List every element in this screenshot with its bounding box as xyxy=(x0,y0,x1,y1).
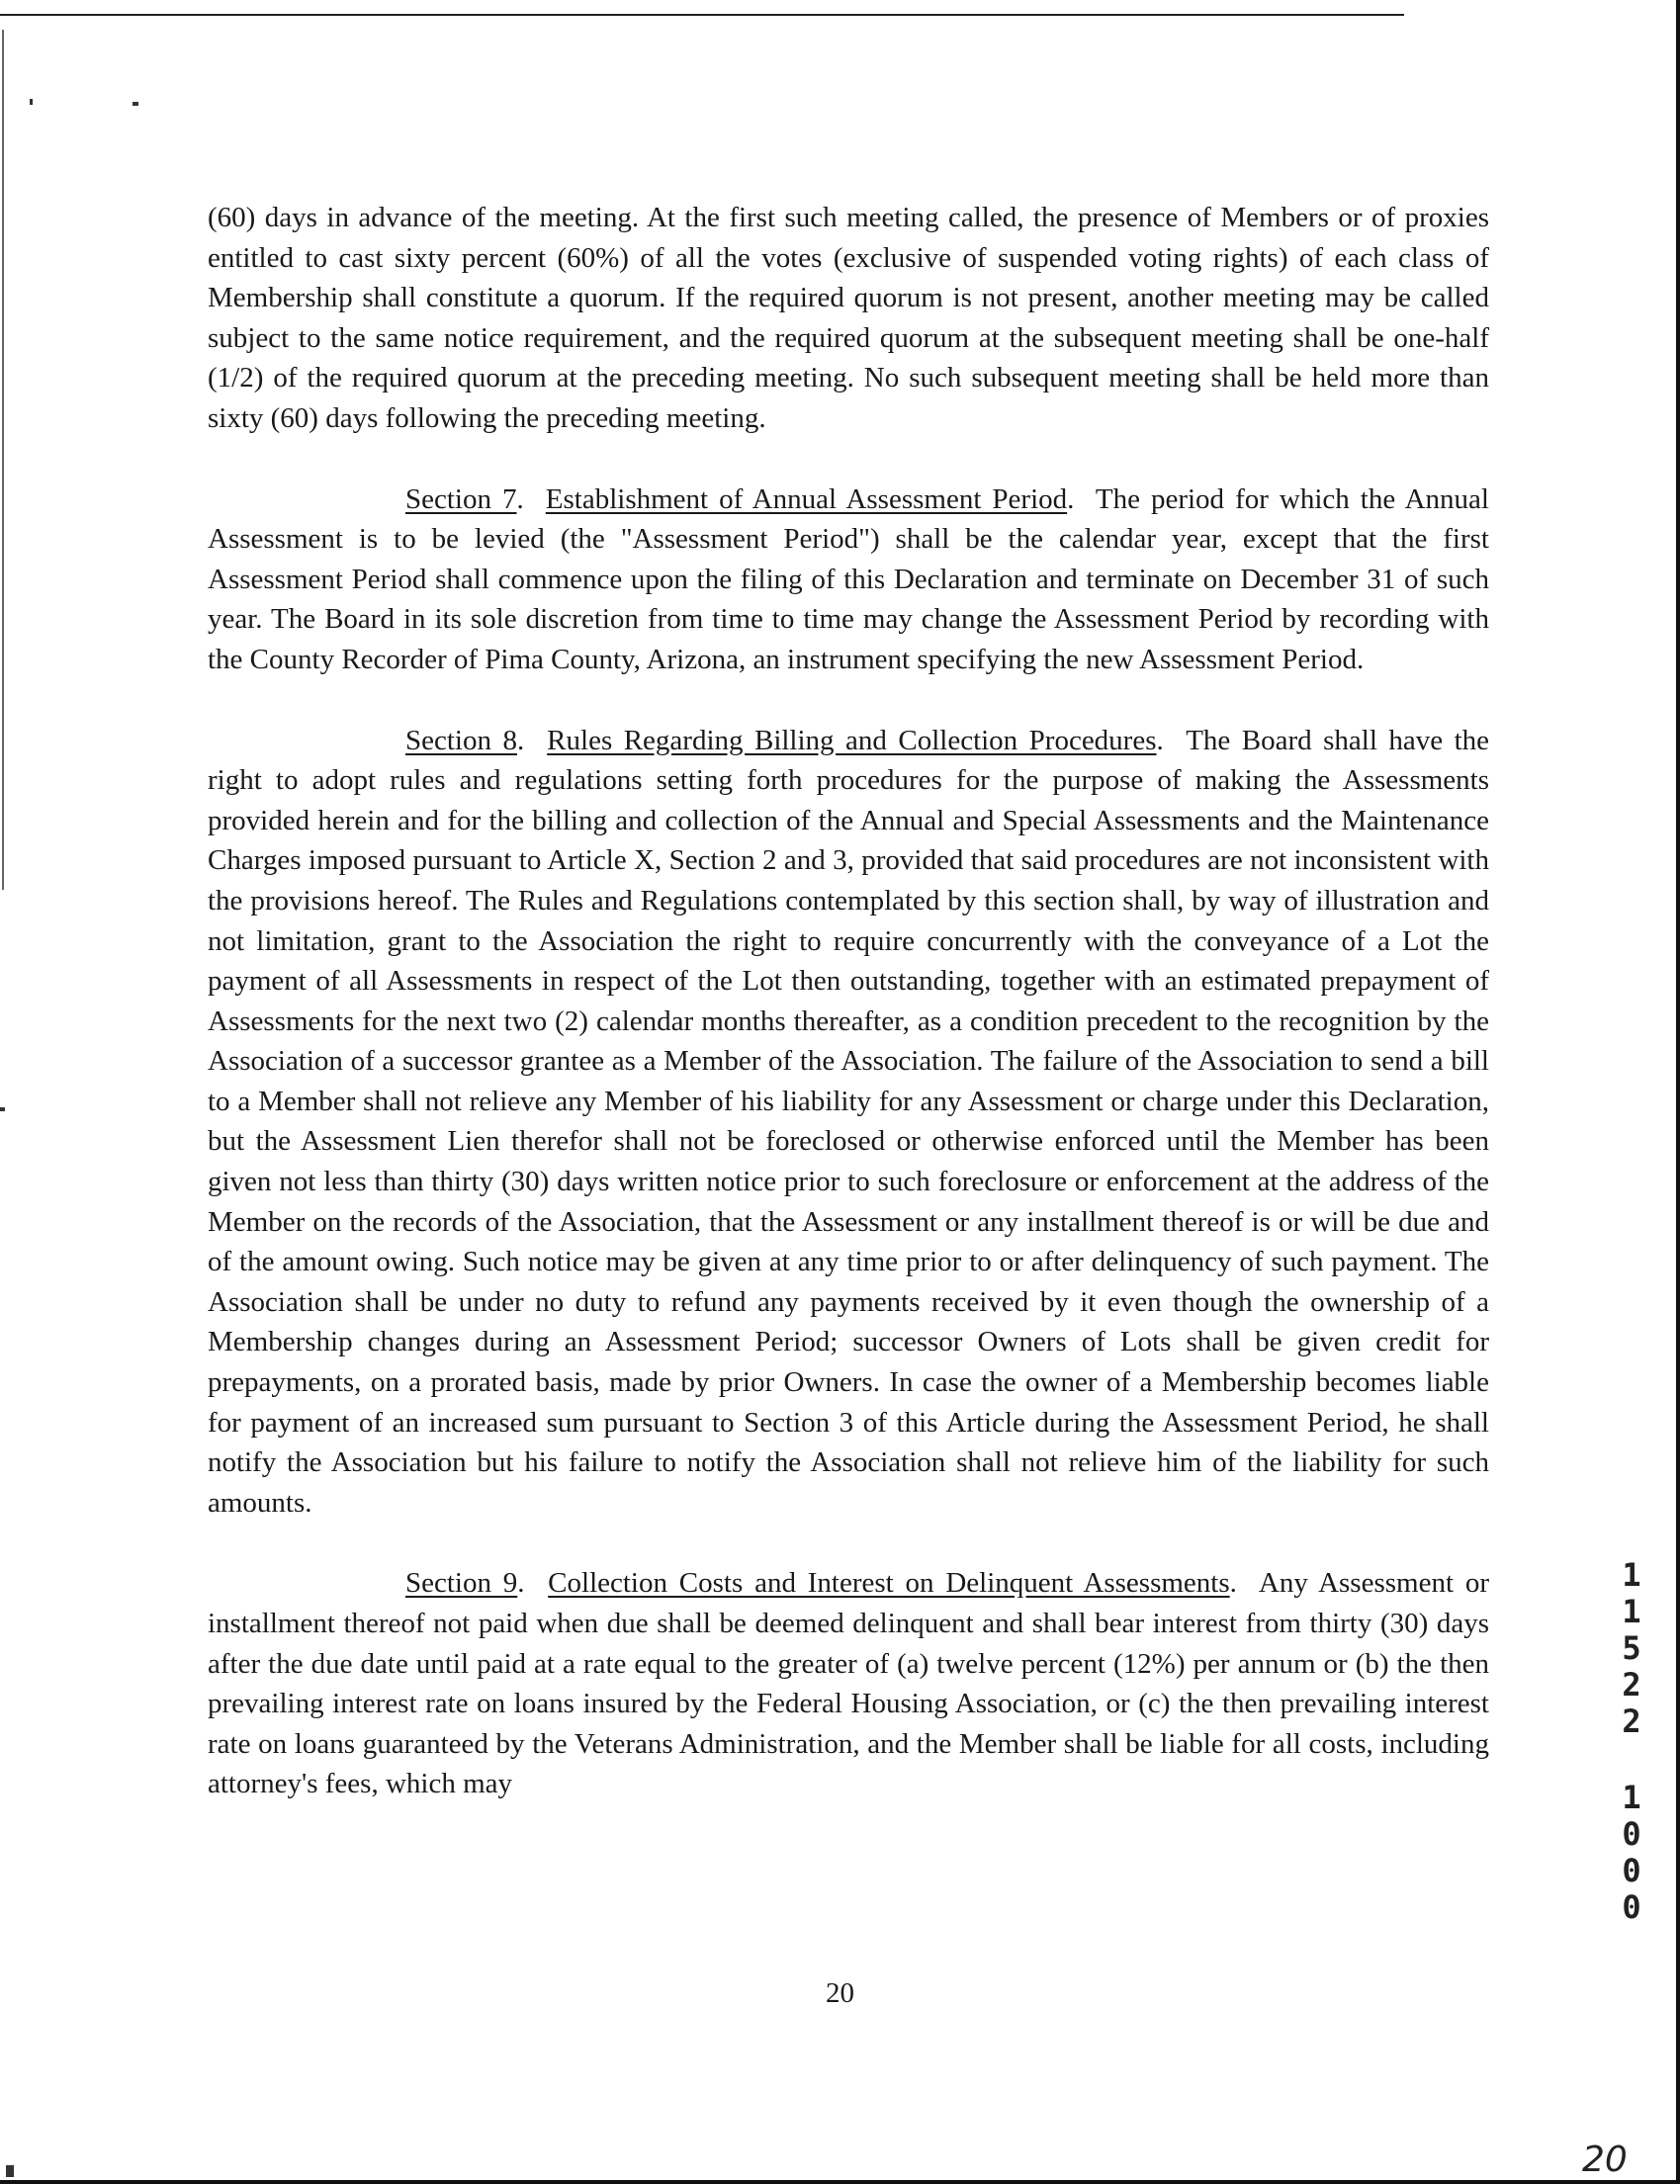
page-number: 20 xyxy=(826,1977,854,2009)
docket-digit: 1 xyxy=(1622,1593,1641,1630)
section-7-title: Establishment of Annual Assessment Period xyxy=(545,482,1068,515)
section-8-text: The Board shall have the right to adopt rules and regulations setting forth procedures for the purpose of making the Assessments provided herein and for the billing and collection of the Annual and Special Assessments and the Maintenance Charges imposed pursuant to Article X, Section 2 and 3, provided that said procedures are not inconsistent with the provisions hereof. The Rules and Regulations contemplated by this section shall, by way of illustration and not limitation, grant to the Association the right to require concurrently with the conveyance of a Lot the payment of all Assessments in respect of the Lot then outstanding, together with an estimated prepayment of Assessments for the next two (2) calendar months thereafter, as a condition precedent to the recognition by the Association of a successor grantee as a Member of the Association. The failure of the Association to send a bill to a Member shall not relieve any Member of his liability for any Assessment or charge under this Declaration, but the Assessment Lien therefor shall not be foreclosed or otherwise enforced until the Member has been given not less than thirty (30) days written notice prior to such foreclosure or enforcement at the address of the Member on the records of the Association, that the Assessment or any installment thereof is or will be due and of the amount owing. Such notice may be given at any time prior to or after delinquency of such payment. The Association shall be under no duty to refund any payments received by it even though the ownership of a Membership changes during an Assessment Period; successor Owners of Lots shall be given credit for prepayments, on a prorated basis, made by prior Owners. In case the owner of a Membership becomes liable for payment of an increased sum pursuant to Section 3 of this Article during the Assessment Period, he shall notify the Association but his failure to notify the Association shall not relieve him of the liability for such amounts. xyxy=(208,724,1490,1519)
scan-edge-top xyxy=(0,14,1404,16)
docket-gap xyxy=(1612,1740,1651,1780)
docket-digit: 2 xyxy=(1622,1666,1641,1704)
scan-speck xyxy=(30,99,33,105)
section-8-label: Section 8 xyxy=(405,724,517,756)
docket-digit: 0 xyxy=(1622,1815,1641,1853)
scan-edge-left xyxy=(2,30,4,890)
scan-edge-right xyxy=(1676,0,1680,2184)
document-body xyxy=(208,198,1489,1804)
docket-digit: 1 xyxy=(1622,1779,1641,1816)
handwritten-page-number: 20 xyxy=(1582,2140,1628,2180)
scan-speck xyxy=(133,102,138,106)
section-7-paragraph: Section 7. Establishment of Annual Assessment Period. The period for which the Annual Assessment is to be levied (the "Assessment Period") shall be the calendar year, except that the first Assessment Period shall commence upon the filing of this Declaration and terminate on December 31 of such year. The Board in its sole discretion from time to time may change the Assessment Period by recording with the County Recorder of Pima County, Arizona, an instrument specifying the new Assessment Period. xyxy=(208,482,1489,675)
paragraph-continuation xyxy=(208,198,1489,439)
paragraph-text: (60) days in advance of the meeting. At the first such meeting called, the presence of Members or of proxies entitled to cast sixty percent (60%) of all the votes (exclusive of suspended voting rights) of each class of Membership shall constitute a quorum. If the required quorum is not present, another meeting may be called subject to the same notice requirement, and the required quorum at the subsequent meeting shall be one-half (1/2) of the required quorum at the preceding meeting. No such subsequent meeting shall be held more than sixty (60) days following the preceding meeting. xyxy=(208,202,1489,434)
docket-digit: 1 xyxy=(1622,1556,1641,1594)
section-9-label: Section 9 xyxy=(405,1567,518,1600)
scan-speck xyxy=(0,1107,5,1111)
section-9-text: Any Assessment or installment thereof not paid when due shall be deemed delinquent and shall bear interest from thirty (30) days after the due date until paid at a rate equal to the greater of (a) twelve percent (12%) per annum or (b) the then prevailing interest rate on loans insured by the Federal Housing Association, or (c) the then prevailing interest rate on loans guaranteed by the Veterans Administration, and the Member shall be liable for all costs, including attorney's fees, which may xyxy=(208,1567,1489,1800)
scan-speck xyxy=(6,2165,14,2177)
section-8-title: Rules Regarding Billing and Collection Procedures xyxy=(547,724,1157,756)
section-9-paragraph: Section 9. Collection Costs and Interest on Delinquent Assessments. Any Assessment or installment thereof not paid when due shall be deemed delinquent and shall bear interest from thirty (30) days after the due date until paid at a rate equal to the greater of (a) twelve percent (12%) per annum or (b) the then prevailing interest rate on loans insured by the Federal Housing Association, or (c) the then prevailing interest rate on loans guaranteed by the Veterans Administration, and the Member shall be liable for all costs, including attorney's fees, which may xyxy=(208,1567,1489,1800)
section-7-label: Section 7 xyxy=(405,482,517,515)
section-8-paragraph: Section 8. Rules Regarding Billing and Collection Procedures. The Board shall have the right to adopt rules and regulations setting forth procedures for the purpose of making the Assessments provided herein and for the billing and collection of the Annual and Special Assessments and the Maintenance Charges imposed pursuant to Article X, Section 2 and 3, provided that said procedures are not inconsistent with the provisions hereof. The Rules and Regulations contemplated by this section shall, by way of illustration and not limitation, grant to the Association the right to require concurrently with the conveyance of a Lot the payment of all Assessments in respect of the Lot then outstanding, together with an estimated prepayment of Assessments for the next two (2) calendar months thereafter, as a condition precedent to the recognition by the Association of a successor grantee as a Member of the Association. The failure of the Association to send a bill to a Member shall not relieve any Member of his liability for any Assessment or charge under this Declaration, but the Assessment Lien therefor shall not be foreclosed or otherwise enforced until the Member has been given not less than thirty (30) days written notice prior to such foreclosure or enforcement at the address of the Member on the records of the Association, that the Assessment or any installment thereof is or will be due and of the amount owing. Such notice may be given at any time prior to or after delinquency of such payment. The Association shall be under no duty to refund any payments received by it even though the ownership of a Membership changes during an Assessment Period; successor Owners of Lots shall be given credit for prepayments, on a prorated basis, made by prior Owners. In case the owner of a Membership becomes liable for payment of an increased sum pursuant to Section 3 of this Article during the Assessment Period, he shall notify the Association but his failure to notify the Association shall not relieve him of the liability for such amounts. xyxy=(208,724,1490,1519)
section-7-text: The period for which the Annual Assessment is to be levied (the "Assessment Period") shall be the calendar year, except that the first Assessment Period shall commence upon the filing of this Declaration and terminate on December 31 of such year. The Board in its sole discretion from time to time may change the Assessment Period by recording with the County Recorder of Pima County, Arizona, an instrument specifying the new Assessment Period. xyxy=(208,482,1489,675)
section-9-title: Collection Costs and Interest on Delinquent Assessments xyxy=(548,1567,1230,1600)
scan-edge-bottom xyxy=(0,2180,1680,2184)
docket-digit: 5 xyxy=(1622,1629,1641,1667)
docket-digit: 0 xyxy=(1622,1852,1641,1889)
docket-digit: 0 xyxy=(1622,1888,1641,1926)
docket-digit: 2 xyxy=(1622,1703,1641,1740)
docket-stamp xyxy=(1612,1557,1651,1926)
